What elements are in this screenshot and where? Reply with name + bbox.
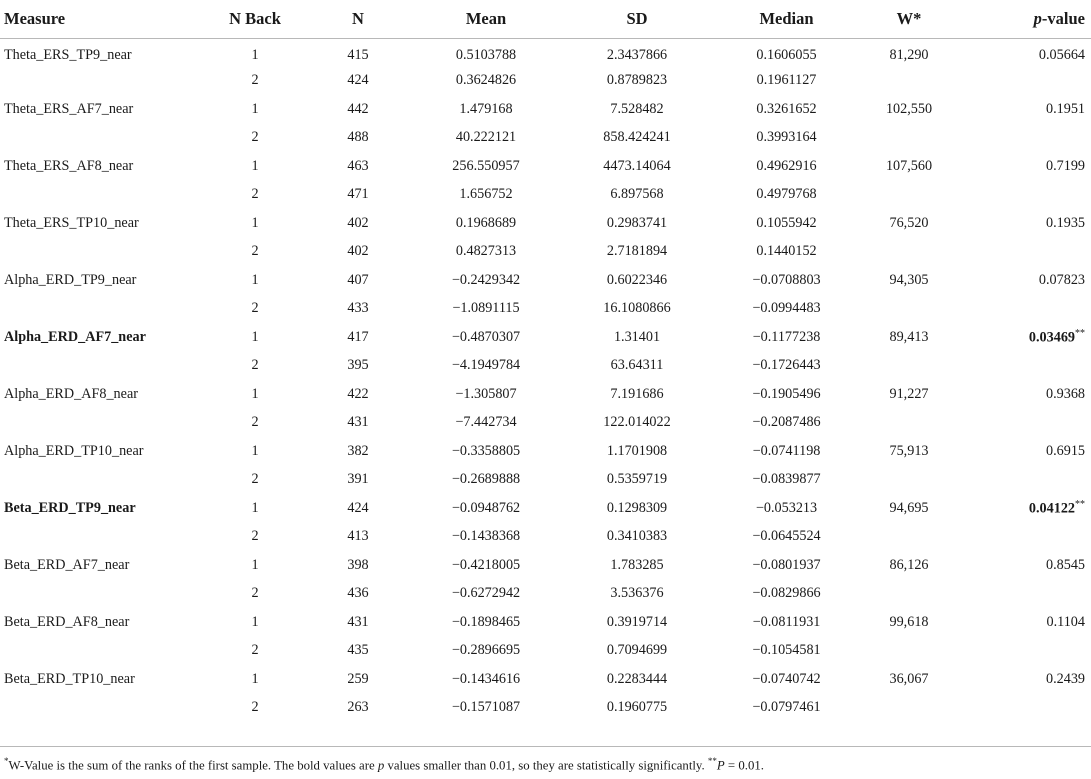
footnote-p-cap: P bbox=[716, 758, 725, 773]
cell-n-back: 1 bbox=[251, 157, 259, 174]
cell-sd: 0.1960775 bbox=[606, 699, 668, 716]
cell-n-back: 1 bbox=[251, 47, 259, 63]
table-row bbox=[0, 38, 1091, 67]
p-value-number: 0.04122 bbox=[1028, 500, 1075, 517]
cell-n: 442 bbox=[347, 100, 369, 117]
footnote-text-2: values smaller than 0.01, so they are statistically significantly. bbox=[384, 758, 708, 773]
cell-n: 431 bbox=[347, 414, 369, 431]
cell-n-back: 2 bbox=[251, 243, 259, 260]
cell-n-back: 2 bbox=[251, 357, 259, 374]
cell-n-back: 2 bbox=[251, 72, 259, 89]
cell-sd: 2.7181894 bbox=[606, 243, 668, 260]
footnote-text-3: = 0.01. bbox=[724, 758, 764, 773]
cell-n: 402 bbox=[347, 214, 369, 231]
p-value-number: 0.9368 bbox=[1045, 385, 1085, 402]
p-value-number: 0.07823 bbox=[1038, 271, 1085, 288]
p-value-number: 0.1951 bbox=[1045, 100, 1085, 117]
cell-n: 436 bbox=[347, 585, 369, 602]
cell-n-back: 2 bbox=[251, 528, 259, 545]
cell-median: −0.0740742 bbox=[752, 670, 821, 687]
cell-mean: 1.656752 bbox=[459, 186, 513, 203]
cell-w bbox=[860, 295, 958, 324]
cell-measure bbox=[0, 238, 205, 267]
cell-n: 433 bbox=[347, 300, 369, 317]
cell-median: −0.0839877 bbox=[752, 471, 821, 488]
cell-w: 102,550 bbox=[885, 100, 933, 117]
cell-n-back: 1 bbox=[251, 556, 259, 573]
header-w: W* bbox=[860, 0, 958, 38]
p-value-number: 0.7199 bbox=[1045, 157, 1085, 174]
table-row bbox=[0, 95, 1091, 124]
cell-n-back: 1 bbox=[251, 100, 259, 117]
cell-mean: 40.222121 bbox=[455, 129, 517, 146]
cell-measure bbox=[0, 466, 205, 495]
cell-sd: 0.2983741 bbox=[606, 214, 668, 231]
cell-w bbox=[860, 67, 958, 96]
cell-sd: 0.6022346 bbox=[606, 271, 668, 288]
cell-measure bbox=[0, 67, 205, 96]
cell-w: 94,305 bbox=[889, 271, 929, 288]
cell-sd: 858.424241 bbox=[603, 129, 671, 146]
cell-mean: 0.1968689 bbox=[455, 214, 517, 231]
cell-median: 0.1961127 bbox=[756, 72, 817, 89]
cell-mean: −0.2689888 bbox=[451, 471, 521, 488]
cell-n-back: 2 bbox=[251, 699, 259, 716]
cell-n-back: 2 bbox=[251, 642, 259, 659]
cell-mean: −1.0891115 bbox=[452, 300, 520, 317]
cell-median: −0.0994483 bbox=[752, 300, 821, 317]
cell-n-back: 2 bbox=[251, 300, 259, 317]
cell-sd: 4473.14064 bbox=[603, 157, 671, 174]
cell-p-value bbox=[958, 95, 1091, 124]
cell-sd: 0.3410383 bbox=[606, 528, 668, 545]
table-row bbox=[0, 295, 1091, 324]
cell-w: 99,618 bbox=[889, 613, 929, 630]
cell-w bbox=[860, 352, 958, 381]
significance-mark: ** bbox=[1075, 498, 1085, 510]
cell-w bbox=[860, 694, 958, 723]
cell-sd: 63.64311 bbox=[610, 357, 664, 374]
cell-n-back: 1 bbox=[251, 271, 259, 288]
cell-median: −0.1905496 bbox=[752, 385, 821, 402]
cell-median: −0.0801937 bbox=[752, 556, 821, 573]
cell-n: 424 bbox=[347, 499, 369, 516]
cell-sd: 6.897568 bbox=[610, 186, 664, 203]
cell-p-value bbox=[958, 38, 1091, 67]
cell-n-back: 1 bbox=[251, 499, 259, 516]
p-value-number: 0.6915 bbox=[1045, 442, 1085, 459]
p-value-number: 0.8545 bbox=[1045, 556, 1085, 573]
cell-measure: Beta_ERD_AF8_near bbox=[4, 613, 130, 630]
table-row bbox=[0, 124, 1091, 153]
table-row bbox=[0, 380, 1091, 409]
cell-median: −0.0829866 bbox=[752, 585, 821, 602]
cell-mean: −0.4870307 bbox=[451, 328, 521, 345]
table-body bbox=[0, 38, 1091, 722]
cell-p-value bbox=[958, 466, 1091, 495]
cell-p-value bbox=[958, 437, 1091, 466]
cell-n: 413 bbox=[347, 528, 369, 545]
cell-sd: 1.783285 bbox=[610, 556, 664, 573]
cell-mean: −0.1434616 bbox=[451, 670, 521, 687]
cell-n: 435 bbox=[347, 642, 369, 659]
cell-n-back: 1 bbox=[251, 328, 259, 345]
header-p-italic: p bbox=[1033, 8, 1042, 28]
cell-mean: −0.6272942 bbox=[451, 585, 521, 602]
cell-mean: −1.305807 bbox=[455, 385, 517, 402]
cell-measure: Theta_ERS_AF8_near bbox=[4, 157, 134, 174]
cell-median: −0.0741198 bbox=[752, 442, 821, 459]
cell-p-value bbox=[958, 181, 1091, 210]
cell-n-back: 2 bbox=[251, 186, 259, 203]
cell-p-value bbox=[958, 67, 1091, 96]
cell-mean: −0.2429342 bbox=[451, 271, 521, 288]
cell-w bbox=[860, 124, 958, 153]
cell-mean: −0.2896695 bbox=[451, 642, 521, 659]
header-p-value bbox=[958, 0, 1091, 38]
table-row bbox=[0, 209, 1091, 238]
table-row bbox=[0, 67, 1091, 96]
cell-sd: 3.536376 bbox=[610, 585, 664, 602]
cell-w: 94,695 bbox=[889, 499, 929, 516]
cell-mean: 0.3624826 bbox=[455, 72, 517, 89]
cell-n: 402 bbox=[347, 243, 369, 260]
cell-measure: Theta_ERS_TP9_near bbox=[4, 47, 132, 63]
cell-n: 424 bbox=[347, 72, 369, 89]
cell-n: 463 bbox=[347, 157, 369, 174]
p-value-number: 0.03469 bbox=[1028, 329, 1075, 346]
cell-p-value bbox=[958, 694, 1091, 723]
cell-w bbox=[860, 580, 958, 609]
cell-n-back: 1 bbox=[251, 214, 259, 231]
table-row bbox=[0, 266, 1091, 295]
cell-n-back: 1 bbox=[251, 442, 259, 459]
cell-measure bbox=[0, 694, 205, 723]
cell-measure: Theta_ERS_TP10_near bbox=[4, 214, 139, 231]
cell-sd: 0.3919714 bbox=[606, 613, 668, 630]
cell-n: 395 bbox=[347, 357, 369, 374]
p-value-number: 0.2439 bbox=[1045, 670, 1085, 687]
footnote-p-italic: p bbox=[377, 758, 385, 773]
cell-median: −0.053213 bbox=[755, 499, 818, 516]
cell-measure bbox=[0, 580, 205, 609]
cell-median: −0.0811931 bbox=[752, 613, 821, 630]
cell-median: −0.0797461 bbox=[752, 699, 821, 716]
cell-n-back: 2 bbox=[251, 414, 259, 431]
cell-p-value bbox=[958, 608, 1091, 637]
cell-mean: −0.3358805 bbox=[451, 442, 521, 459]
cell-w: 107,560 bbox=[885, 157, 933, 174]
cell-p-value bbox=[958, 352, 1091, 381]
table-row bbox=[0, 181, 1091, 210]
cell-n: 488 bbox=[347, 129, 369, 146]
cell-n: 431 bbox=[347, 613, 369, 630]
cell-p-value bbox=[958, 152, 1091, 181]
cell-measure bbox=[0, 409, 205, 438]
cell-sd: 0.1298309 bbox=[606, 499, 668, 516]
cell-mean: −0.1898465 bbox=[451, 613, 521, 630]
footnote bbox=[4, 756, 764, 773]
cell-p-value bbox=[958, 409, 1091, 438]
cell-median: 0.4962916 bbox=[756, 157, 817, 174]
cell-w: 86,126 bbox=[889, 556, 929, 573]
cell-p-value bbox=[958, 523, 1091, 552]
cell-measure bbox=[0, 295, 205, 324]
cell-mean: 1.479168 bbox=[459, 100, 513, 117]
cell-p-value bbox=[958, 665, 1091, 694]
footnote-text-1: W-Value is the sum of the ranks of the first sample. The bold values are bbox=[8, 758, 378, 773]
cell-w bbox=[860, 523, 958, 552]
header-mean: Mean bbox=[411, 0, 561, 38]
cell-mean: −0.1571087 bbox=[451, 699, 521, 716]
header-n-back: N Back bbox=[205, 0, 305, 38]
cell-median: −0.1054581 bbox=[752, 642, 821, 659]
cell-w: 75,913 bbox=[889, 442, 929, 459]
cell-sd: 1.31401 bbox=[613, 328, 661, 345]
table-row bbox=[0, 152, 1091, 181]
cell-median: 0.4979768 bbox=[756, 186, 817, 203]
cell-measure bbox=[0, 523, 205, 552]
cell-median: −0.1177238 bbox=[752, 328, 821, 345]
table-row bbox=[0, 637, 1091, 666]
cell-sd: 7.528482 bbox=[610, 100, 664, 117]
cell-n-back: 2 bbox=[251, 129, 259, 146]
cell-sd: 0.2283444 bbox=[606, 670, 668, 687]
cell-sd: 7.191686 bbox=[610, 385, 664, 402]
cell-n: 407 bbox=[347, 271, 369, 288]
cell-w: 36,067 bbox=[889, 670, 929, 687]
cell-w: 81,290 bbox=[889, 47, 929, 63]
table-row bbox=[0, 238, 1091, 267]
cell-p-value bbox=[958, 494, 1091, 523]
cell-mean: −0.1438368 bbox=[451, 528, 521, 545]
cell-n-back: 1 bbox=[251, 613, 259, 630]
cell-measure: Alpha_ERD_TP9_near bbox=[4, 271, 137, 288]
table-row bbox=[0, 665, 1091, 694]
cell-sd: 122.014022 bbox=[603, 414, 671, 431]
cell-sd: 16.1080866 bbox=[603, 300, 671, 317]
cell-measure: Beta_ERD_TP9_near bbox=[4, 499, 136, 516]
cell-measure: Alpha_ERD_AF8_near bbox=[4, 385, 138, 402]
cell-n: 398 bbox=[347, 556, 369, 573]
cell-w bbox=[860, 409, 958, 438]
cell-p-value bbox=[958, 124, 1091, 153]
cell-p-value bbox=[958, 238, 1091, 267]
cell-mean: 0.4827313 bbox=[455, 243, 517, 260]
cell-median: 0.1606055 bbox=[756, 47, 817, 63]
cell-n-back: 1 bbox=[251, 385, 259, 402]
cell-n: 417 bbox=[347, 328, 369, 345]
cell-measure bbox=[0, 124, 205, 153]
cell-sd: 0.8789823 bbox=[606, 72, 668, 89]
cell-n: 391 bbox=[347, 471, 369, 488]
cell-p-value bbox=[958, 323, 1091, 352]
cell-median: 0.3993164 bbox=[756, 129, 817, 146]
cell-n-back: 2 bbox=[251, 585, 259, 602]
cell-w bbox=[860, 181, 958, 210]
table-row bbox=[0, 608, 1091, 637]
table-row bbox=[0, 323, 1091, 352]
cell-p-value bbox=[958, 380, 1091, 409]
cell-measure: Theta_ERS_AF7_near bbox=[4, 100, 134, 117]
cell-p-value bbox=[958, 580, 1091, 609]
cell-median: −0.0708803 bbox=[752, 271, 821, 288]
cell-p-value bbox=[958, 295, 1091, 324]
table-row bbox=[0, 694, 1091, 723]
cell-mean: 256.550957 bbox=[452, 157, 520, 174]
cell-n: 259 bbox=[347, 670, 369, 687]
cell-mean: −7.442734 bbox=[455, 414, 517, 431]
cell-n-back: 2 bbox=[251, 471, 259, 488]
cell-median: −0.1726443 bbox=[752, 357, 821, 374]
cell-measure: Alpha_ERD_AF7_near bbox=[4, 328, 146, 345]
footnote-rule bbox=[0, 746, 1091, 747]
table-row bbox=[0, 352, 1091, 381]
cell-n-back: 1 bbox=[251, 670, 259, 687]
footnote-double-star: ** bbox=[707, 756, 717, 766]
cell-sd: 0.7094699 bbox=[606, 642, 668, 659]
cell-p-value bbox=[958, 551, 1091, 580]
cell-median: −0.2087486 bbox=[752, 414, 821, 431]
cell-sd: 1.1701908 bbox=[606, 442, 668, 459]
cell-measure bbox=[0, 352, 205, 381]
cell-w: 89,413 bbox=[889, 328, 929, 345]
table-row bbox=[0, 437, 1091, 466]
table-row bbox=[0, 551, 1091, 580]
cell-p-value bbox=[958, 266, 1091, 295]
cell-median: 0.3261652 bbox=[756, 100, 817, 117]
cell-n: 415 bbox=[347, 47, 369, 63]
p-value-number: 0.05664 bbox=[1038, 47, 1085, 63]
cell-w: 76,520 bbox=[889, 214, 929, 231]
cell-median: 0.1440152 bbox=[756, 243, 817, 260]
cell-n: 382 bbox=[347, 442, 369, 459]
cell-mean: 0.5103788 bbox=[455, 47, 517, 63]
cell-measure: Beta_ERD_TP10_near bbox=[4, 670, 135, 687]
cell-w bbox=[860, 466, 958, 495]
cell-w bbox=[860, 238, 958, 267]
cell-p-value bbox=[958, 637, 1091, 666]
table-row bbox=[0, 466, 1091, 495]
header-sd: SD bbox=[561, 0, 713, 38]
cell-w: 91,227 bbox=[889, 385, 929, 402]
cell-measure bbox=[0, 181, 205, 210]
table-row bbox=[0, 523, 1091, 552]
table-row bbox=[0, 580, 1091, 609]
p-value-number: 0.1104 bbox=[1046, 613, 1085, 630]
header-row bbox=[0, 0, 1091, 38]
table-row bbox=[0, 409, 1091, 438]
cell-mean: −0.0948762 bbox=[451, 499, 521, 516]
cell-measure bbox=[0, 637, 205, 666]
cell-sd: 2.3437866 bbox=[606, 47, 668, 63]
header-measure: Measure bbox=[0, 0, 205, 38]
cell-n: 263 bbox=[347, 699, 369, 716]
cell-measure: Beta_ERD_AF7_near bbox=[4, 556, 130, 573]
footnote-star: * bbox=[4, 756, 9, 766]
cell-median: −0.0645524 bbox=[752, 528, 821, 545]
p-value-number: 0.1935 bbox=[1045, 214, 1085, 231]
header-p-rest: -value bbox=[1041, 8, 1085, 28]
cell-n: 422 bbox=[347, 385, 369, 402]
significance-mark: ** bbox=[1075, 327, 1085, 339]
cell-measure: Alpha_ERD_TP10_near bbox=[4, 442, 144, 459]
cell-median: 0.1055942 bbox=[756, 214, 817, 231]
table-row bbox=[0, 494, 1091, 523]
cell-mean: −0.4218005 bbox=[451, 556, 521, 573]
cell-w bbox=[860, 637, 958, 666]
cell-mean: −4.1949784 bbox=[451, 357, 521, 374]
cell-sd: 0.5359719 bbox=[606, 471, 668, 488]
cell-n: 471 bbox=[347, 186, 369, 203]
header-n: N bbox=[305, 0, 411, 38]
cell-p-value bbox=[958, 209, 1091, 238]
header-median: Median bbox=[713, 0, 860, 38]
